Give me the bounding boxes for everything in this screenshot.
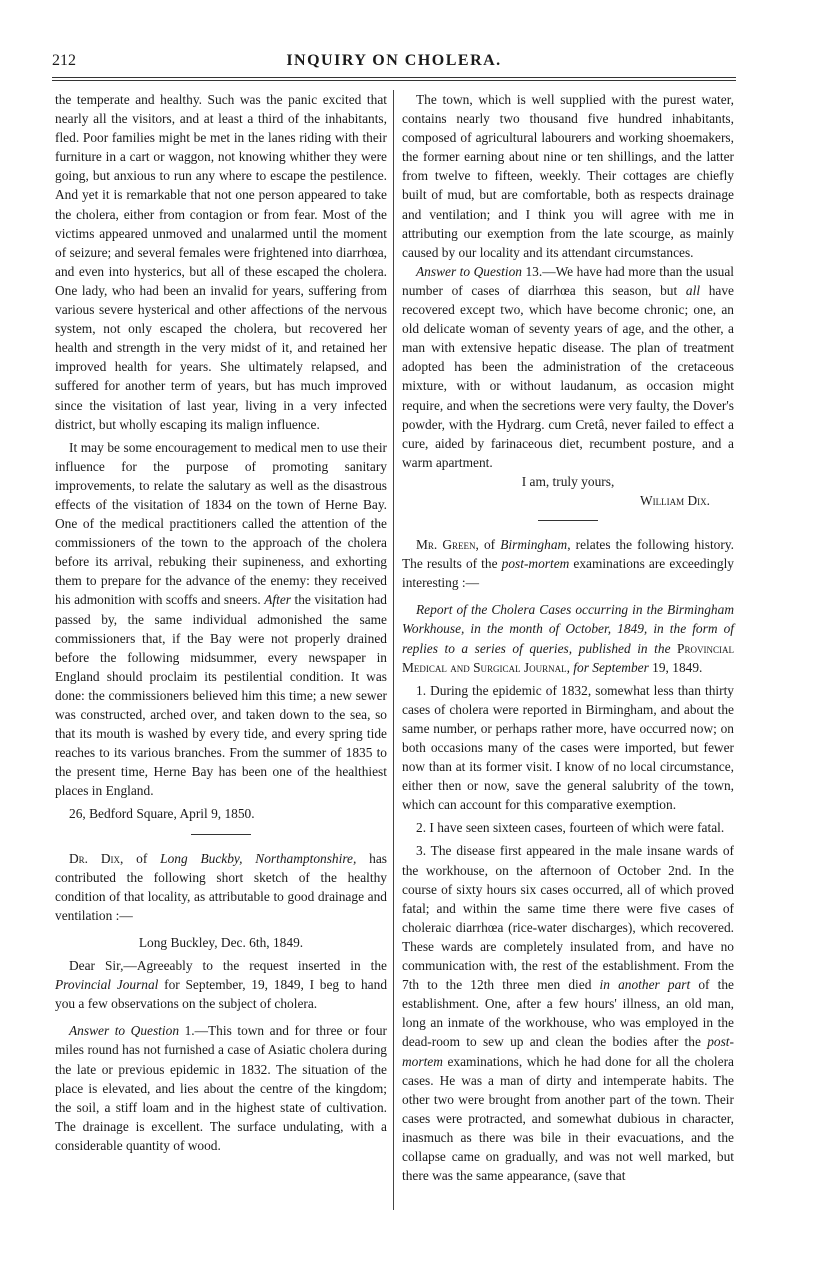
letter-closing: I am, truly yours, — [521, 473, 615, 489]
letter-dateline: Long Buckley, Dec. 6th, 1849. — [138, 934, 304, 950]
left-column — [55, 90, 387, 1155]
reply-1: 1. During the epidemic of 1832, somewhat less than thirty cases of cholera were reported in Birmingham, and about the same number, or perhaps rather more, have occurred now; on both occasions many of the cases were imported, but fewer now than at its former visit. I know of no local circumstance, either then or now, save the general salubrity of the town, which can account for this comparative exemption. — [402, 682, 734, 813]
paragraph-town: The town, which is well supplied with the purest water, contains nearly two thousand five hundred inhabitants, composed of agricultural labourers and working shoemakers, the former earning about nine or ten shillings, and the latter from twelve to fifteen, weekly. Their cottages are chiefly built of mud, but are comfortable, both as respects drainage and ventilation; and I think you will agree with me in attributing our exemption from the late scourge, as mainly caused by our locality and its attendant circumstances. — [402, 92, 734, 260]
paragraph-herne-bay: It may be some encouragement to medical men to use their influence for the purpose of promoting sanitary improvements, to relate the salutary as well as the disastrous effects of the visitation of 1834 on the town of Herne Bay. One of the medical practitioners called the attention of the commissioners of the town to the approach of the cholera before its arrival, rebuking their supineness, and exhorting them to prepare for the advance of the enemy: they received his admonition with scoffs and sneers. After the visitation had passed by, the same individual admonished the same commissioners that, if the Bay were not properly drained before the following midsummer, every newspaper in England should proclaim its pestilential condition. It was done: the commissioners believed him this time; a new sewer was constructed, arched over, and taken down to the sea, so that its mouth is washed by every tide, and every spring tide reaches to its various branches. From the summer of 1835 to the present time, Herne Bay has been one of the healthiest places in England. — [55, 439, 387, 799]
reply-2: 2. I have seen sixteen cases, fourteen of which were fatal. — [416, 820, 725, 836]
header-rule-top — [52, 77, 736, 78]
answer-question-1: Answer to Question 1.—This town and for three or four miles round has not furnished a case of Asiatic cholera during the late or previous epidemic in 1832. The situation of the place is elevated, and lies about the centre of the kingdom; the soil, a stiff loam and in the highest state of cultivation. The drainage is excellent. The surface undulating, with a considerable quantity of wood. — [55, 1023, 387, 1153]
column-divider — [393, 90, 394, 1210]
right-column — [402, 90, 734, 1185]
running-title: INQUIRY ON CHOLERA. — [286, 52, 502, 69]
letter-salutation: Dear Sir,—Agreeably to the request inserted in the Provincial Journal for September, 19, 1849, I beg to hand you a few observations on the subject of cholera. — [55, 958, 388, 1012]
paragraph-panic: the temperate and healthy. Such was the panic excited that nearly all the visitors, and at least a third of the inhabitants, fled. Poor families might be met in the lanes riding with their furniture in a cart or waggon, not knowing whither they were going, but anxious to run any where to escape the pestilence. And yet it is remarkable that not one person appeared to take the cholera, either from contagion or from fear. Most of the victims appeared unmoved and unalarmed until the moment of seizure; and several females were frightened into diarrhœa, and even into hysterics, but all of these escaped the cholera. One lady, who had been an invalid for years, suffering from various severe hysterical and other affections of the nervous system, not only escaped the cholera, but recovered her health and strength in the very midst of it, and retained her improved health for years. She ultimately relapsed, and suffered for another term of years, but has much improved since the visitation of last year, living in a very infected district, but wholly escaping its malign influence. — [55, 92, 387, 432]
signoff-address: 26, Bedford Square, April 9, 1850. — [69, 806, 255, 822]
section-separator — [538, 520, 598, 521]
reply-3: 3. The disease first appeared in the male insane wards of the workhouse, on the afternoon of October 2nd. In the course of sixty hours six cases occurred, all of which proved fatal; and within the same time there were five cases of choleraic diarrhœa (rice-water discharges), which recovered. These wards are completely insulated from, and have no communication with, the rest of the establishment. From the 7th to the 12th three men died in another part of the establishment. One, after a few hours' illness, an old man, long an inmate of the workhouse, who was employed in the dead-room to sew up and clean the bodies after the post-mortem examinations, which he had done for all the cholera cases. He was a man of dirty and intemperate habits. The other two were brought from another part of the town. Their cases were protracted, and somewhat dubious in character, inasmuch as there was bile in their evacuations, and the collapse came on gradually, and was not well marked, but there was the same appearance, (save that — [402, 843, 734, 1184]
answer-question-13: Answer to Question 13.—We have had more than the usual number of cases of diarrhœa this season, but all have recovered except two, which have become chronic; one, an old delicate woman of seventy years of age, and the other, a man with extensive hepatic disease. The plan of treatment adopted has been the administration of the cretaceous mixture, with or without laudanum, as occasion might require, and when the secretions were very faulty, the Dover's powder, with the Hydrarg. cum Cretâ, never failed to effect a cure, aided by farinaceous diet, recumbent posture, and a warm apartment. — [402, 263, 734, 470]
header-rule-bottom — [52, 80, 736, 81]
letter-signature: William Dix. — [640, 492, 710, 508]
paragraph-dix-intro: Dr. Dix, of Long Buckby, Northamptonshire, has contributed the following short sketch of the healthy condition of that locality, as attributable to good drainage and ventilation :— — [55, 850, 387, 923]
page-number: 212 — [52, 52, 76, 69]
paragraph-green-intro: Mr. Green, of Birmingham, relates the following history. The results of the post-mortem examinations are exceedingly interesting :— — [402, 537, 735, 591]
page-header — [52, 52, 736, 78]
report-title: Report of the Cholera Cases occurring in the Birmingham Workhouse, in the month of October, 1849, in the form of replies to a series of queries, published in the Provincial Medical and Surgical Journal, for September 19, 1849. — [402, 602, 734, 675]
section-separator — [191, 834, 251, 835]
